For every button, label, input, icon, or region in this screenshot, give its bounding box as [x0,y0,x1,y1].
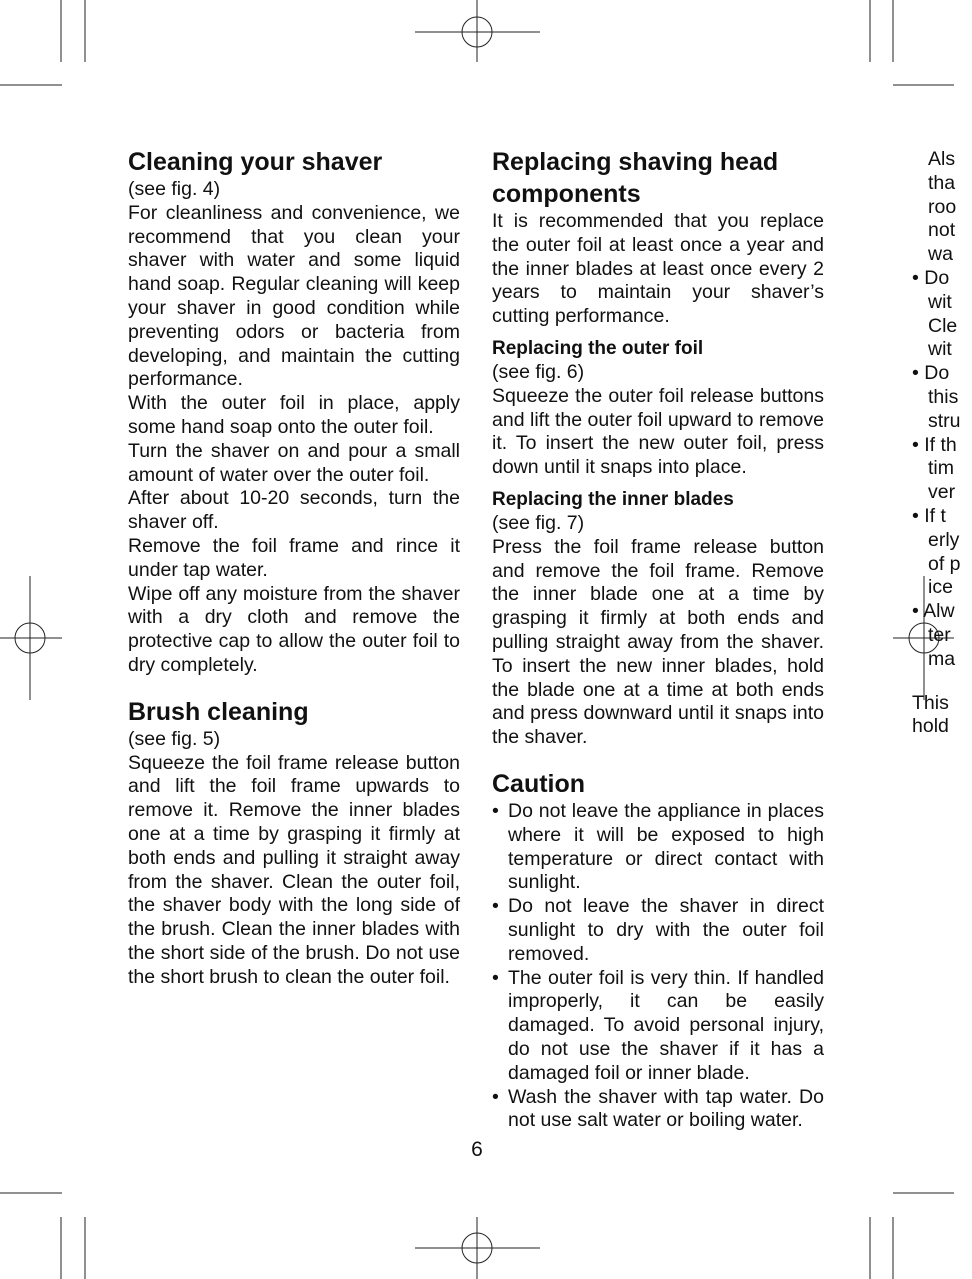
inner-blades-paragraph: Press the foil frame release button and remove the foil frame. Remove the inner blade one at a time by grasping it firmly at both ends and pulling straight away from the shaver. To insert the new inner blades, hold the blade one at a time at both ends and press downward until it snaps into the shaver. [492,535,824,749]
bullet-icon: • [492,895,499,918]
fragment-line: • If th [912,433,957,456]
fragment-line: Als [928,148,956,170]
replacing-heading: Replacing shaving head components [492,148,779,208]
right-column-fragment [912,148,972,739]
outer-foil-paragraph: Squeeze the outer foil release buttons and lift the outer foil upward to remove it. To insert the new outer foil, press down until it snaps into place. [492,384,824,479]
fragment-line: This [912,691,949,714]
cleaning-paragraph: After about 10-20 seconds, turn the shaver off. [128,487,460,534]
cleaning-fig-ref: (see fig. 4) [128,178,221,200]
outer-foil-heading: Replacing the outer foil [492,337,704,359]
fragment-line: wit [928,290,952,313]
bullet-icon: • [492,966,499,989]
cleaning-heading: Cleaning your shaver [128,148,383,176]
fragment-line: • Do [912,266,950,289]
cleaning-paragraph: With the outer foil in place, apply some hand soap onto the outer foil. [128,392,460,438]
fragment-line: ma [928,647,956,670]
fragment-line: ter [928,623,951,646]
cleaning-paragraph: Remove the foil frame and rince it under tap water. [128,534,460,581]
caution-item: • Wash the shaver with tap water. Do not use salt water or boiling water. [492,1085,824,1132]
caution-item: • The outer foil is very thin. If handled improperly, it can be easily damaged. To avoid personal injury, do not use the shaver if it has a damaged foil or inner blade. [492,966,824,1084]
fragment-line: tim [928,457,954,480]
bullet-icon: • [492,1085,499,1108]
cleaning-paragraph: For cleanliness and convenience, we recommend that you clean your shaver with water and some liquid hand soap. Regular cleaning will keep your shaver in good condition while preventing odors or bacteria from developing, and maintain the cutting performance. [128,201,460,391]
caution-heading: Caution [492,769,586,798]
fragment-line: erly [928,528,960,551]
fragment-line: • Do [912,362,950,385]
left-column [128,146,460,990]
fragment-line: • If t [912,504,946,527]
cleaning-paragraph: Wipe off any moisture from the shaver with a dry cloth and remove the protective cap to allow the outer foil to dry completely. [128,582,460,676]
fragment-line: this [928,385,959,408]
inner-blades-heading: Replacing the inner blades [492,488,734,510]
fragment-line: not [928,219,956,242]
cleaning-paragraph: Turn the shaver on and pour a small amount of water over the outer foil. [128,439,460,486]
fragment-line: • Alw [912,600,955,623]
fragment-line: ver [928,481,956,504]
fragment-line: wa [928,243,953,266]
fragment-line: ice [928,576,953,599]
replacing-intro: It is recommended that you replace the outer foil at least once a year and the inner blades at least once every 2 years to maintain your shaver’s cutting performance. [492,210,824,328]
inner-blades-fig-ref: (see fig. 7) [492,511,585,534]
fragment-line: of p [928,552,961,575]
brush-heading: Brush cleaning [128,697,309,726]
brush-paragraph: Squeeze the foil frame release button and lift the foil frame upwards to remove it. Remove the inner blades one at a time by grasping it firmly at both ends and pulling it straight away from the shaver. Clean the outer foil, the shaver body with the long side of the brush. Clean the inner blades with the short side of the brush. Do not use the short brush to clean the outer foil. [128,751,460,988]
fragment-line: wit [928,338,952,361]
caution-list [492,800,824,1133]
outer-foil-fig-ref: (see fig. 6) [492,360,585,383]
fragment-line: tha [928,171,956,194]
bullet-icon: • [492,799,499,822]
middle-column [492,146,824,1133]
brush-fig-ref: (see fig. 5) [128,727,221,750]
caution-item: • Do not leave the appliance in places where it will be exposed to high temperature or direct contact with sunlight. [492,799,824,894]
fragment-line: roo [928,195,957,218]
page-number: 6 [471,1138,483,1161]
fragment-line: Cle [928,314,958,337]
caution-item: • Do not leave the shaver in direct sunlight to dry with the outer foil removed. [492,895,824,965]
fragment-line: hold [912,715,949,738]
fragment-line: stru [928,409,961,432]
